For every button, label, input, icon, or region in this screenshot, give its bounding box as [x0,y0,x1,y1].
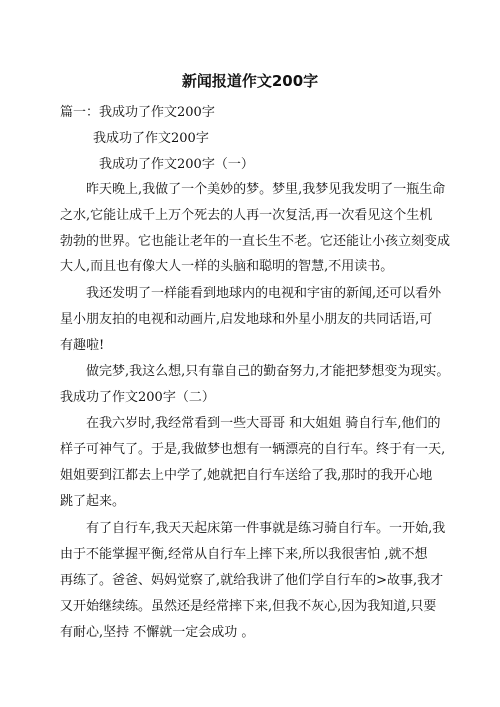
essay-heading: 我成功了作文200字 [93,131,209,146]
essay-subheading: 我成功了作文200字（一） [99,157,254,172]
paragraph-line: 大人,而且也有像大人一样的头脑和聪明的智慧,不用读书。 [60,259,394,274]
section-heading: 篇一：我成功了作文200字 [60,105,215,120]
paragraph-line: 星小朋友拍的电视和动画片,启发地球和外星小朋友的共同话语,可 [60,312,433,327]
paragraph-line: 由于不能掌握平衡,经常从自行车上摔下来,所以我很害怕 ,就不想 [60,547,428,562]
essay-subheading: 我成功了作文200字（二） [60,390,215,405]
paragraph-line: 之水,它能让成千上万个死去的人再一次复活,再一次看见这个生机 [60,208,433,223]
paragraph-line: 又开始继续练。虽然还是经常摔下来,但我不灰心,因为我知道,只要 [60,599,437,614]
paragraph-line: 昨天晚上,我做了一个美妙的梦。梦里,我梦见我发明了一瓶生命 [86,182,446,197]
paragraph-line: 有趣啦! [60,338,105,353]
document-title: 新闻报道作文200字 [181,72,319,90]
paragraph-line: 跳了起来。 [60,494,126,509]
paragraph-line: 姐姐要到江都去上中学了,她就把自行车送给了我,那时的我开心地 [60,468,433,483]
paragraph-line: 做完梦,我这么想,只有靠自己的勤奋努力,才能把梦想变为现实。 [86,364,450,379]
paragraph-line: 有了自行车,我天天起床第一件事就是练习骑自行车。一开始,我 [86,521,446,536]
paragraph-line: 有耐心,坚持 不懈就一定会成功 。 [60,625,255,640]
paragraph-line: 我还发明了一样能看到地球内的电视和宇宙的新闻,还可以看外 [86,286,442,301]
paragraph-line: 在我六岁时,我经常看到一些大哥哥 和大姐姐 骑自行车,他们的 [86,416,441,431]
paragraph-line: 勃勃的世界。它也能让老年的一直长生不老。它还能让小孩立刻变成 [60,234,451,249]
paragraph-line: 再练了。爸爸、妈妈觉察了,就给我讲了他们学自行车的>故事,我才 [60,573,444,588]
paragraph-line: 样子可神气了。于是,我做梦也想有一辆漂亮的自行车。终于有一天, [60,442,446,457]
